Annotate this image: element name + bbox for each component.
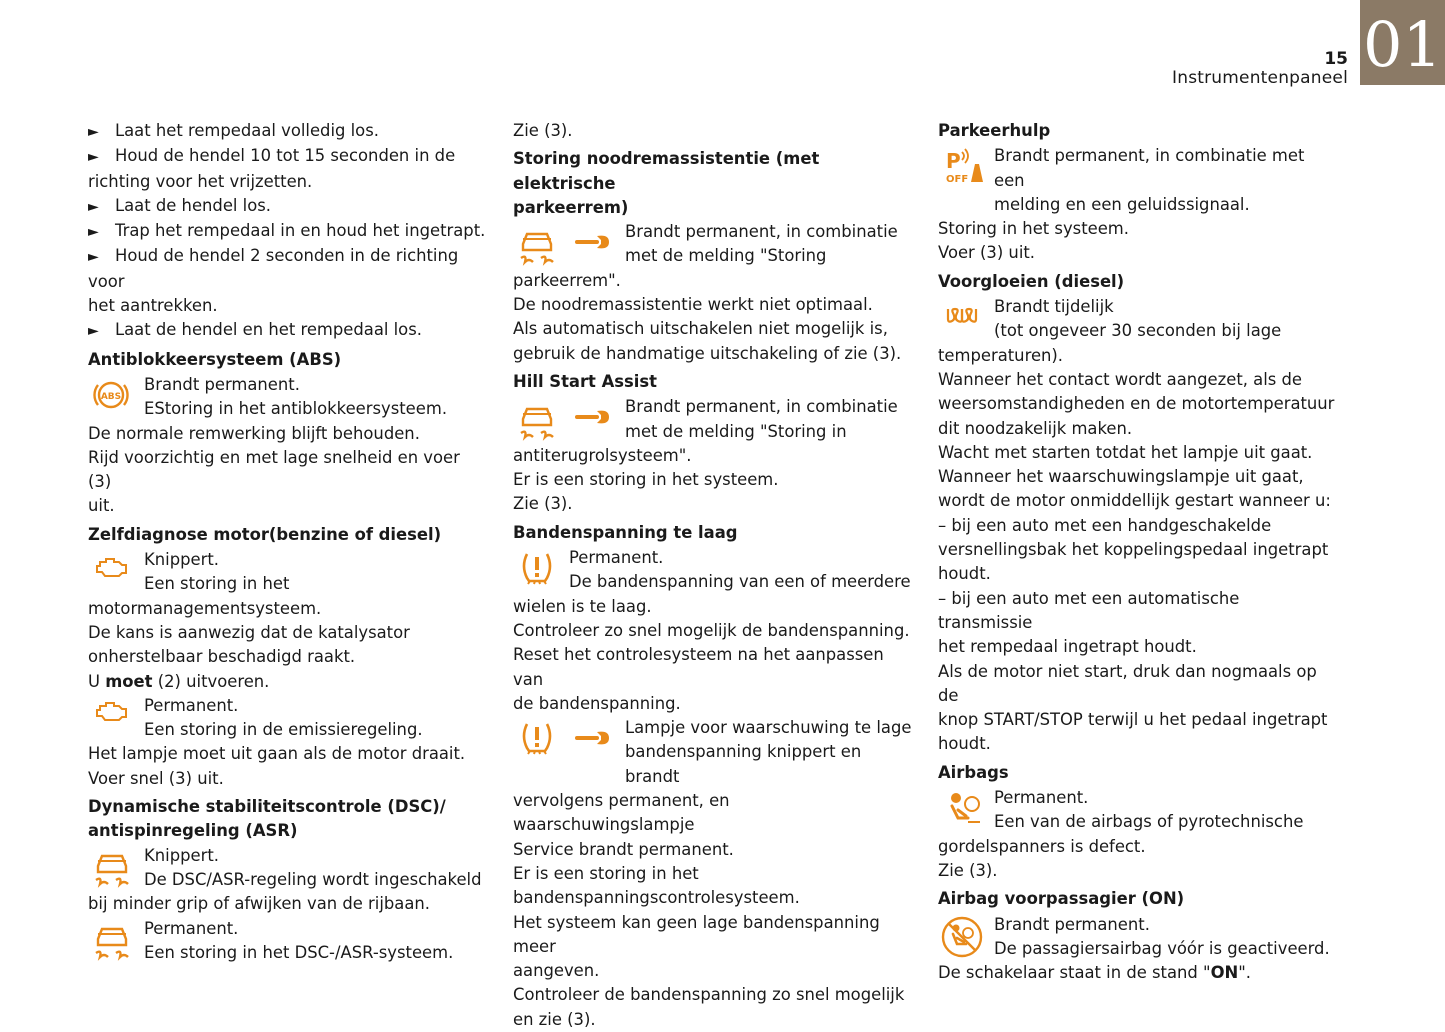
dsc-heading: Dynamische stabiliteitscontrole (DSC)/ antispinregeling (ASR) xyxy=(88,797,446,841)
text-line: Een storing in het xyxy=(144,574,290,594)
dsc-icon xyxy=(92,919,132,963)
text-line: wordt de motor onmiddellijk gestart wanneer u: xyxy=(938,491,1331,511)
glow-heading: Voorgloeien (diesel) xyxy=(938,271,1125,291)
text-line: knop START/STOP terwijl u het pedaal ingetrapt xyxy=(938,710,1328,730)
hill-heading: Hill Start Assist xyxy=(513,371,658,391)
text-line: de bandenspanning. xyxy=(513,693,681,713)
text-line: – bij een auto met een automatische transmissie xyxy=(938,588,1240,632)
text-line: Een storing in het DSC-/ASR-systeem. xyxy=(144,942,454,962)
text-line: Brandt permanent. xyxy=(144,374,300,394)
text-line: Het systeem kan geen lage bandenspanning meer xyxy=(513,912,880,956)
svg-text:P: P xyxy=(946,149,961,174)
abs-heading: Antiblokkeersysteem (ABS) xyxy=(88,349,342,369)
text-line: bandenspanningscontrolesysteem. xyxy=(513,888,800,908)
text-line: gordelspanners is defect. xyxy=(938,836,1146,856)
text-line: Het lampje moet uit gaan als de motor draait. xyxy=(88,744,466,764)
text-line: Reset het controlesysteem na het aanpassen van xyxy=(513,645,884,689)
svg-text:OFF: OFF xyxy=(946,174,969,186)
step: ► Laat de hendel los. xyxy=(88,195,271,215)
text-line: dit noodzakelijk maken. xyxy=(938,418,1133,438)
text-line: Lampje voor waarschuwing te lage xyxy=(625,718,912,738)
text-line: Als de motor niet start, druk dan nogmaals op de xyxy=(938,661,1317,705)
airbag-icon xyxy=(944,788,984,828)
text-line: met de melding "Storing in xyxy=(625,421,847,441)
text-line: parkeerrem". xyxy=(513,270,621,290)
page-number: 15 xyxy=(1324,49,1348,69)
dsc-icon xyxy=(92,846,132,890)
step: ► Trap het rempedaal in en houd het ingetrapt. xyxy=(88,221,486,241)
text-line: Wanneer het contact wordt aangezet, als de xyxy=(938,369,1303,389)
text-line: Service brandt permanent. xyxy=(513,839,734,859)
glow-plug-icon xyxy=(944,301,980,327)
text-line: en zie (3). xyxy=(513,1009,596,1029)
text-line: Zie (3). xyxy=(513,494,573,514)
step: ► Laat de hendel en het rempedaal los. xyxy=(88,320,422,340)
text-line: Er is een storing in het xyxy=(513,863,699,883)
text-line: Controleer de bandenspanning zo snel mogelijk xyxy=(513,985,905,1005)
passenger-airbag-icon xyxy=(940,915,984,959)
text-line: De schakelaar staat in de stand "ON". xyxy=(938,963,1251,983)
dsc-icon xyxy=(517,224,557,268)
chapter-tab: 01 xyxy=(1360,0,1445,85)
text-line: EStoring in het antiblokkeersysteem. xyxy=(144,399,448,419)
park-heading: Parkeerhulp xyxy=(938,121,1051,140)
text-line: Brandt tijdelijk xyxy=(994,297,1114,317)
text-line: Rijd voorzichtig en met lage snelheid en voer (3) xyxy=(88,447,460,492)
text-line: vervolgens permanent, en waarschuwingslampje xyxy=(513,791,730,835)
step: ► Laat het rempedaal volledig los. xyxy=(88,121,379,140)
text-line: Permanent. xyxy=(569,548,664,568)
tyre-pressure-icon xyxy=(519,548,555,588)
text-line: De kans is aanwezig dat de katalysator xyxy=(88,622,410,642)
wrench-icon xyxy=(575,232,611,252)
passenger-heading: Airbag voorpassagier (ON) xyxy=(938,889,1185,909)
text-line: Knippert. xyxy=(144,550,219,570)
text-line: De normale remwerking blijft behouden. xyxy=(88,423,420,443)
text-line: temperaturen). xyxy=(938,345,1064,365)
text-line: De passagiersairbag vóór is geactiveerd. xyxy=(994,938,1330,958)
text-line: Permanent. xyxy=(994,788,1089,808)
text-line: Zie (3). xyxy=(938,860,998,880)
step-cont: richting voor het vrijzetten. xyxy=(88,171,313,191)
section-title: Instrumentenpaneel xyxy=(1172,68,1348,88)
text-line: U moet (2) uitvoeren. xyxy=(88,671,270,691)
step: ► Houd de hendel 10 tot 15 seconden in de xyxy=(88,146,456,166)
brake-heading: Storing noodremassistentie (met elektrische parkeerrem) xyxy=(513,149,820,217)
text-line: motormanagementsysteem. xyxy=(88,598,322,618)
engine-icon xyxy=(94,696,130,726)
text-line: bandenspanning knippert en brandt xyxy=(625,742,862,786)
text-line: antiterugrolsysteem". xyxy=(513,445,692,465)
text-line: weersomstandigheden en de motortemperatuur xyxy=(938,394,1335,414)
text-line: Knippert. xyxy=(144,845,219,865)
text-line: gebruik de handmatige uitschakeling of zie (3). xyxy=(513,343,902,363)
text-line: versnellingsbak het koppelingspedaal ingetrapt xyxy=(938,540,1329,560)
text-line: Zie (3). xyxy=(513,121,573,140)
text-line: Permanent. xyxy=(144,918,239,938)
text-line: Permanent. xyxy=(144,695,239,715)
text-line: De bandenspanning van een of meerdere xyxy=(569,572,911,592)
text-line: onherstelbaar beschadigd raakt. xyxy=(88,647,356,667)
text-line: Brandt permanent. xyxy=(994,914,1150,934)
step: ► Houd de hendel 2 seconden in de richting voor xyxy=(88,246,459,291)
text-line: melding en een geluidssignaal. xyxy=(994,194,1250,214)
text-line: Een van de airbags of pyrotechnische xyxy=(994,812,1304,832)
text-line: Voer (3) uit. xyxy=(938,243,1036,263)
engine-icon xyxy=(94,552,130,582)
text-line: Voer snel (3) uit. xyxy=(88,768,224,788)
text-line: Wacht met starten totdat het lampje uit gaat. xyxy=(938,442,1313,462)
wrench-icon xyxy=(575,407,611,427)
tyre-pressure-icon xyxy=(519,718,555,758)
text-line: – bij een auto met een handgeschakelde xyxy=(938,515,1272,535)
text-line: De noodremassistentie werkt niet optimaal. xyxy=(513,295,873,315)
wrench-icon xyxy=(575,728,611,748)
text-line: Storing in het systeem. xyxy=(938,219,1129,239)
airbag-heading: Airbags xyxy=(938,762,1009,782)
column-2 xyxy=(513,119,913,1032)
column-3 xyxy=(938,119,1338,985)
step-cont: het aantrekken. xyxy=(88,296,218,316)
park-assist-icon xyxy=(942,146,986,186)
text-line: aangeven. xyxy=(513,961,600,981)
tyre-heading: Bandenspanning te laag xyxy=(513,522,738,542)
text-line: houdt. xyxy=(938,734,991,754)
text-line: houdt. xyxy=(938,564,991,584)
engine-heading: Zelfdiagnose motor(benzine of diesel) xyxy=(88,524,442,544)
text-line: Brandt permanent, in combinatie xyxy=(625,222,898,242)
text-line: Er is een storing in het systeem. xyxy=(513,470,779,490)
dsc-icon xyxy=(517,399,557,443)
abs-icon xyxy=(90,375,132,415)
text-line: bij minder grip of afwijken van de rijbaan. xyxy=(88,894,430,914)
text-line: De DSC/ASR-regeling wordt ingeschakeld xyxy=(144,869,482,889)
text-line: Brandt permanent, in combinatie met een xyxy=(994,146,1305,190)
text-line: Als automatisch uitschakelen niet mogelijk is, xyxy=(513,319,888,339)
text-line: Wanneer het waarschuwingslampje uit gaat, xyxy=(938,467,1304,487)
text-line: (tot ongeveer 30 seconden bij lage xyxy=(994,321,1282,341)
text-line: Brandt permanent, in combinatie xyxy=(625,397,898,417)
text-line: met de melding "Storing xyxy=(625,246,827,266)
column-1 xyxy=(88,119,488,965)
text-line: uit. xyxy=(88,496,115,516)
text-line: wielen is te laag. xyxy=(513,596,652,616)
text-line: Controleer zo snel mogelijk de bandenspanning. xyxy=(513,620,910,640)
text-line: het rempedaal ingetrapt houdt. xyxy=(938,637,1197,657)
svg-text:ABS: ABS xyxy=(100,391,122,402)
text-line: Een storing in de emissieregeling. xyxy=(144,720,423,740)
